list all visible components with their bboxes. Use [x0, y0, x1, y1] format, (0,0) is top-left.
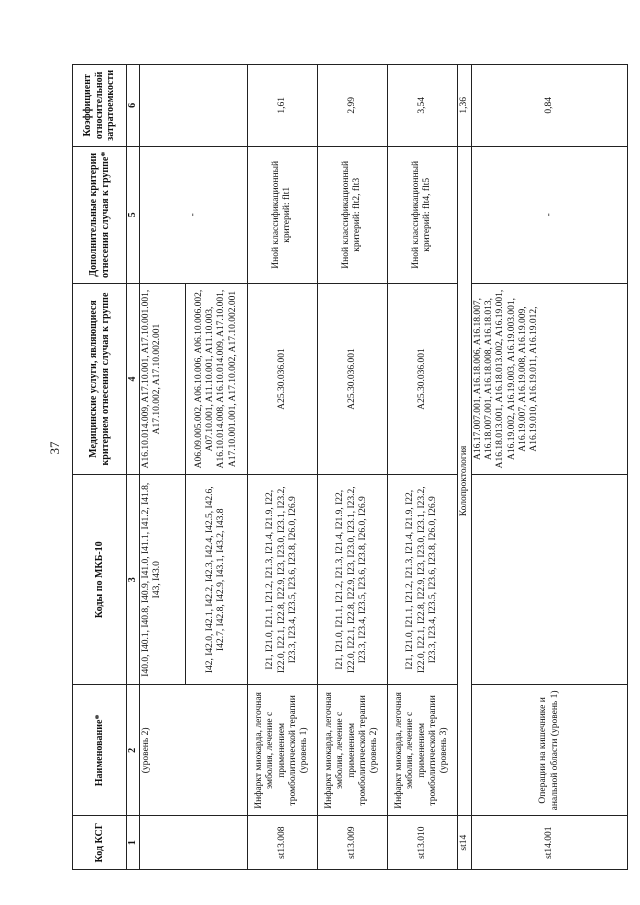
- coef-cell: 0,84: [472, 65, 628, 147]
- header-name: Наименование*: [73, 685, 127, 816]
- section-code-cell: st14: [457, 816, 471, 870]
- ksg-name-cell: Инфаркт миокарда, легочная эмболия, лечение с применением тромболитической терапии (уровень 2): [317, 685, 387, 816]
- header-mkb: Коды по МКБ-10: [73, 475, 127, 685]
- criteria-cell: Иной классификационный критерий: flt2, flt3: [317, 146, 387, 283]
- column-number: 3: [127, 475, 140, 685]
- column-number: 6: [127, 65, 140, 147]
- criteria-cell: Иной классификационный критерий: flt4, flt5: [387, 146, 457, 283]
- ksg-table: [72, 64, 628, 870]
- services-cell: A25.30.036.001: [387, 284, 457, 475]
- column-number: 4: [127, 284, 140, 475]
- services-cell: A25.30.036.001: [317, 284, 387, 475]
- section-title: Колопроктология: [457, 146, 471, 816]
- coef-cell: 1,61: [247, 65, 317, 147]
- column-number: 2: [127, 685, 140, 816]
- mkb-codes-cell: I21, I21.0, I21.1, I21.2, I21.3, I21.4, I21.9, I22, I22.0, I22.1, I22.8, I22.9, I23, I23.0, I23.1, I23.2, I23.3, I23.4, I23.5, I23.6, I23.8, I26.0, I26.9: [317, 475, 387, 685]
- ksg-code-cell: st13.008: [247, 816, 317, 870]
- ksg-code-cell: st14.001: [472, 816, 628, 870]
- header-services: Медицинские услуги, являющиеся критерием отнесения случая к группе: [73, 284, 127, 475]
- section-row: [457, 65, 471, 870]
- column-number-row: [127, 65, 140, 870]
- criteria-cell: -: [472, 146, 628, 283]
- page-number: 37: [47, 441, 62, 455]
- mkb-codes-cell: I42, I42.0, I42.1, I42.2, I42.3, I42.4, I42.5, I42.6, I42.7, I42.8, I42.9, I43.1, I43.2, I43.8: [185, 475, 247, 685]
- coef-cell: 3,54: [387, 65, 457, 147]
- criteria-cell: Иной классификационный критерий: flt1: [247, 146, 317, 283]
- table-row: [247, 65, 317, 870]
- ksg-name-cell: Инфаркт миокарда, легочная эмболия, лечение с применением тромболитической терапии (уровень 1): [247, 685, 317, 816]
- table-row: [317, 65, 387, 870]
- services-cell: A25.30.036.001: [247, 284, 317, 475]
- header-criteria: Дополнительные критерии отнесения случая к группе*: [73, 146, 127, 283]
- header-code: Код КСГ: [73, 816, 127, 870]
- ksg-code-cell: st13.009: [317, 816, 387, 870]
- services-cell: A16.17.007.001, A16.18.006, A16.18.007, A16.18.007.001, A16.18.008, A16.18.013, A16.18.013.001, A16.18.013.002, A16.19.001, A16.19.002, A16.19.003, A16.19.003.001, A16.19.007, A16.19.008, A16.19.009, A16.19.010, A16.19.011, A16.19.012,: [472, 284, 628, 475]
- column-number: 5: [127, 146, 140, 283]
- mkb-codes-cell: I40.0, I40.1, I40.8, I40.9, I41.0, I41.1, I41.2, I41.8, I43, I43.0: [139, 475, 185, 685]
- column-number: 1: [127, 816, 140, 870]
- table-row: [387, 65, 457, 870]
- table-row: [472, 65, 628, 870]
- rotated-table-container: [72, 64, 628, 870]
- section-coef-cell: 1,36: [457, 65, 471, 147]
- services-cell: A16.10.014.009, A17.10.001, A17.10.001.001, A17.10.002, A17.10.002.001: [139, 284, 185, 475]
- ksg-code-cell: [139, 816, 247, 870]
- ksg-name-cell: Операции на кишечнике и анальной области (уровень 1): [472, 685, 628, 816]
- ksg-name-cell: Инфаркт миокарда, легочная эмболия, лечение с применением тромболитической терапии (уровень 3): [387, 685, 457, 816]
- mkb-codes-cell: I21, I21.0, I21.1, I21.2, I21.3, I21.4, I21.9, I22, I22.0, I22.1, I22.8, I22.9, I23, I23.0, I23.1, I23.2, I23.3, I23.4, I23.5, I23.6, I23.8, I26.0, I26.9: [387, 475, 457, 685]
- ksg-code-cell: st13.010: [387, 816, 457, 870]
- criteria-cell: -: [139, 146, 247, 283]
- mkb-codes-cell: [472, 475, 628, 685]
- coef-cell: [139, 65, 247, 147]
- header-row: [73, 65, 127, 870]
- header-coef: Коэффициент относительной затратоемкости: [73, 65, 127, 147]
- coef-cell: 2,99: [317, 65, 387, 147]
- services-cell: A06.09.005.002, A06.10.006, A06.10.006.002, A07.10.001, A11.10.001, A11.10.003, A16.10.014.008, A16.10.014.009, A17.10.001, A17.10.001.001, A17.10.002, A17.10.002.001: [185, 284, 247, 475]
- mkb-codes-cell: I21, I21.0, I21.1, I21.2, I21.3, I21.4, I21.9, I22, I22.0, I22.1, I22.8, I22.9, I23, I23.0, I23.1, I23.2, I23.3, I23.4, I23.5, I23.6, I23.8, I26.0, I26.9: [247, 475, 317, 685]
- ksg-name-cell: (уровень 2): [139, 685, 247, 816]
- table-row: [139, 65, 185, 870]
